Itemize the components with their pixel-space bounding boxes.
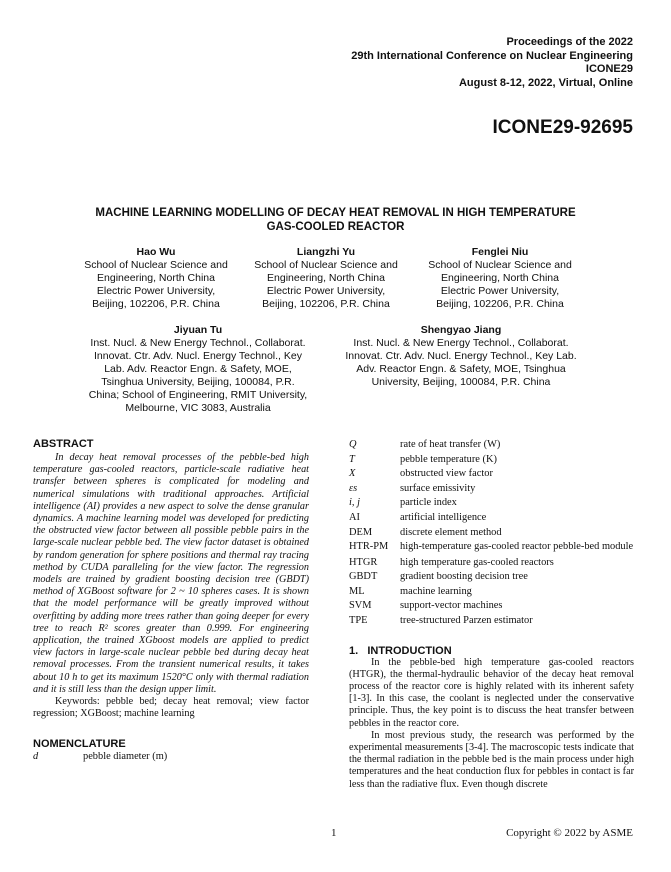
nomenclature-description: surface emissivity [400, 482, 476, 494]
author-affiliation-line: University, Beijing, 100084, P.R. China [371, 376, 551, 388]
nomenclature-description: pebble diameter (m) [83, 751, 168, 763]
abstract-heading: ABSTRACT [33, 438, 94, 450]
nomenclature-description: tree-structured Parzen estimator [400, 615, 533, 627]
author-affiliation-line: Engineering, North China [267, 272, 385, 284]
nomenclature-symbol: d [33, 751, 39, 763]
author-block [236, 246, 416, 311]
author-name: Shengyao Jiang [420, 324, 502, 336]
author-block [66, 246, 246, 311]
right-column [349, 438, 634, 791]
nomenclature-row [349, 438, 634, 453]
nomenclature-symbol: i, j [349, 497, 360, 509]
author-affiliation-line: Tsinghua University, Beijing, 100084, P.R. [101, 376, 295, 388]
author-name: Fenglei Niu [471, 246, 529, 258]
author-affiliation-line: Lab. Adv. Reactor Engn. & Safety, MOE, [104, 363, 292, 375]
proceedings-line: 29th International Conference on Nuclear Engineering [351, 49, 633, 62]
nomenclature-symbol: Q [349, 439, 357, 450]
nomenclature-row [349, 482, 634, 497]
proceedings-line: August 8-12, 2022, Virtual, Online [458, 76, 633, 89]
nomenclature-symbol: T [349, 453, 355, 465]
author-affiliation-line: Innovat. Ctr. Adv. Nucl. Energy Technol., Key Lab. [345, 350, 577, 362]
nomenclature-symbol: SVM [349, 600, 372, 612]
author-affiliation-line: School of Nuclear Science and [428, 259, 572, 271]
nomenclature-row [349, 570, 634, 585]
nomenclature-description: particle index [400, 497, 457, 509]
proceedings-line: Proceedings of the 2022 [506, 36, 633, 48]
nomenclature-description: pebble temperature (K) [400, 453, 497, 465]
nomenclature-row [349, 511, 634, 526]
nomenclature-entry [349, 541, 633, 554]
nomenclature-description: obstructed view factor [400, 468, 493, 480]
nomenclature-description: artificial intelligence [400, 511, 487, 523]
nomenclature-symbol: εs [349, 482, 358, 494]
author-block [330, 324, 592, 389]
nomenclature-symbol: ML [349, 585, 365, 597]
author-affiliation-line: Melbourne, VIC 3083, Australia [125, 402, 271, 414]
author-affiliation-line: Beijing, 102206, P.R. China [436, 298, 564, 310]
author-name: Liangzhi Yu [296, 246, 356, 258]
nomenclature-description: rate of heat transfer (W) [400, 439, 501, 450]
nomenclature-row [349, 496, 634, 511]
nomenclature-description: high temperature gas-cooled reactors [400, 556, 554, 568]
author-affiliation-line: School of Nuclear Science and [84, 259, 228, 271]
nomenclature-description: support-vector machines [400, 600, 503, 612]
author-affiliation-line: Electric Power University, [266, 285, 386, 297]
nomenclature-symbol: GBDT [349, 571, 378, 583]
author-block [410, 246, 590, 311]
author-affiliation-line: Inst. Nucl. & New Energy Technol., Collaborat. [353, 337, 569, 349]
paper-id: ICONE29-92695 [492, 117, 633, 138]
left-column [33, 438, 309, 763]
keywords-text: Keywords: pebble bed; decay heat removal; view factor regression; XGBoost; machine learning [33, 696, 309, 720]
proceedings-header [351, 36, 633, 90]
abstract-text: In decay heat removal processes of the pebble-bed high temperature gas-cooled reactors, particle-scale radiative heat transfer between spheres is complicated for modeling and numerical simulations with traditional approaches. Artificial intelligence (AI) provides a new aspect to solve the dense granular dynamics. A machine learning model was developed for predicting the obstructed view factor between all possible pebble pairs in the large-scale nuclear pebble bed. The view factor dataset is obtained by random generation for sphere positions and thermal ray tracing method by CUDA paralleling for the view factor. The regression models are trained by gradient boosting decision tree (GBDT) method of XGBoost software for 2 ~ 10 spheres cases. It is shown that the model performance will be greatly improved without overfitting by adding more trees rather than going deeper for every tree to reach R² scores greater than 0.999. For engineering application, the trained XGboost models are applied to predict view factors in large-scale nuclear pebble bed during decay heat removal processes. From the transient numerical results, it takes about 10 h to get its maximum 1520°C only with thermal radiation and it is still less than the design upper limit. [33, 452, 309, 695]
author-affiliation-line: Inst. Nucl. & New Energy Technol., Collaborat. [90, 337, 306, 349]
author-affiliation-line: Beijing, 102206, P.R. China [92, 298, 220, 310]
nomenclature-row [349, 541, 634, 554]
author-affiliation-line: Innovat. Ctr. Adv. Nucl. Energy Technol., Key [94, 350, 302, 362]
introduction-paragraph: In the pebble-bed high temperature gas-cooled reactors (HTGR), the thermal-hydraulic behavior of the decay heat removal process of the reactor core is highly related with its inherent safety [1-3]. In this case, the coolant is neglected under the conservative principle. Thus, the key point is to discuss the heat transfer between pebbles in the reactor core. [349, 656, 634, 729]
nomenclature-row [349, 556, 634, 571]
nomenclature-symbol: X [349, 468, 356, 480]
nomenclature-symbol: TPE [349, 615, 368, 627]
nomenclature-list [349, 438, 634, 629]
title-line: MACHINE LEARNING MODELLING OF DECAY HEAT REMOVAL IN HIGH TEMPERATURE [95, 207, 576, 219]
nomenclature-row [349, 467, 634, 482]
author-affiliation-line: Electric Power University, [440, 285, 560, 297]
nomenclature-description: high-temperature gas-cooled reactor pebble-bed module [400, 541, 634, 553]
author-affiliation-line: Electric Power University, [96, 285, 216, 297]
nomenclature-symbol: AI [349, 511, 360, 523]
author-affiliation-line: School of Nuclear Science and [254, 259, 398, 271]
page-number: 1 [331, 827, 337, 839]
author-affiliation-line: Engineering, North China [97, 272, 215, 284]
nomenclature-symbol: HTGR [349, 556, 378, 568]
nomenclature-symbol: HTR-PM [349, 541, 389, 553]
nomenclature-heading: NOMENCLATURE [33, 738, 126, 751]
introduction-heading: 1. INTRODUCTION [349, 644, 452, 657]
author-block [73, 324, 323, 415]
author-affiliation-line: Adv. Reactor Engn. & Safety, MOE, Tsinghua [356, 363, 566, 375]
nomenclature-row [349, 585, 634, 600]
copyright-notice: Copyright © 2022 by ASME [506, 827, 633, 839]
nomenclature-description: gradient boosting decision tree [400, 571, 528, 583]
nomenclature-row [33, 750, 309, 763]
nomenclature-row [349, 526, 634, 541]
proceedings-line: ICONE29 [585, 63, 633, 75]
author-name: Hao Wu [136, 246, 176, 258]
nomenclature-row [349, 599, 634, 614]
author-affiliation-line: Beijing, 102206, P.R. China [262, 298, 390, 310]
title-line: GAS-COOLED REACTOR [266, 221, 405, 233]
author-affiliation-line: China; School of Engineering, RMIT University, [88, 389, 308, 401]
paper-title [60, 206, 611, 234]
author-affiliation-line: Engineering, North China [441, 272, 559, 284]
author-name: Jiyuan Tu [173, 324, 223, 336]
nomenclature-symbol: DEM [349, 526, 373, 538]
introduction-paragraph: In most previous study, the research was performed by the experimental measurements [3-4]. The macroscopic tests indicate that the thermal radiation in the pebble bed is the main process under high temperatures and the heat conduction flux for pebbles in contact is far less than the radiative flux. Even though discrete [349, 729, 634, 790]
nomenclature-description: discrete element method [400, 526, 502, 538]
nomenclature-row [349, 453, 634, 468]
nomenclature-row [349, 614, 634, 629]
nomenclature-description: machine learning [400, 585, 472, 597]
